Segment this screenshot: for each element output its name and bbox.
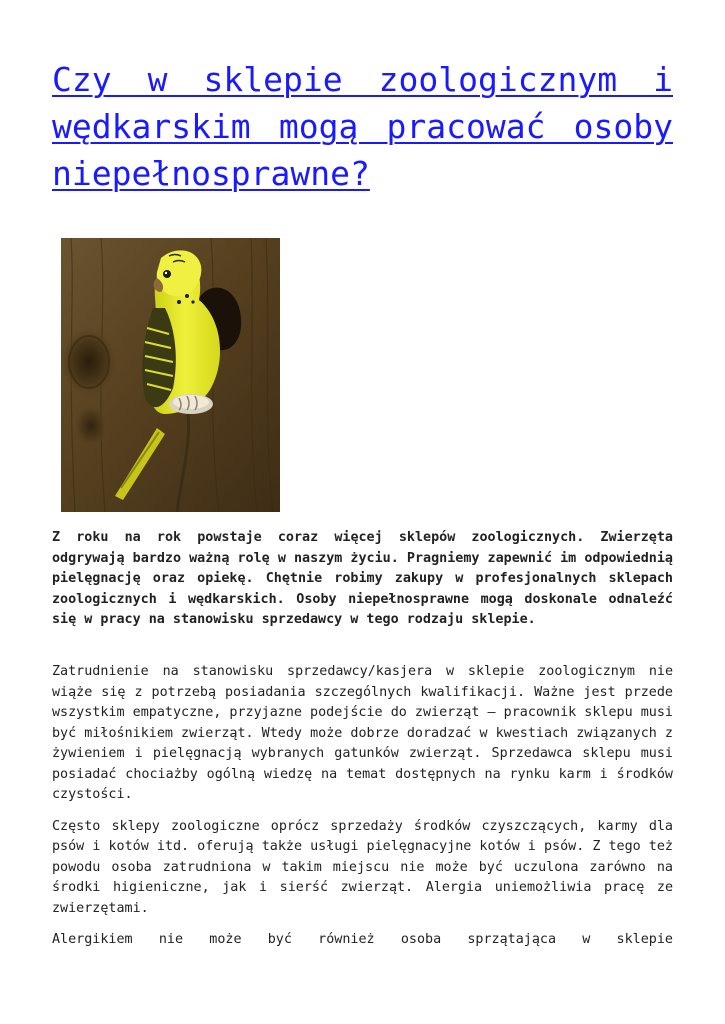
article-paragraph-1: Zatrudnienie na stanowisku sprzedawcy/kasjera w sklepie zoologicznym nie wiąże się z potrzebą posiadania szczególnych kwalifikacji. Ważne jest przede wszystkim empatyczne, przyjazne podejście do zwierząt – pracownik sklepu musi być miłośnikiem zwierząt. Wtedy może dobrze doradzać w kwestiach związanych z żywieniem i pielęgnacją wybranych gatunków zwierząt. Sprzedawca sklepu musi posiadać chociażby ogólną wiedzę na temat dostępnych na rynku karm i środków czystości. <box>52 664 673 802</box>
article-paragraph-2: Często sklepy zoologiczne oprócz sprzedaży środków czyszczących, karmy dla psów i kotów itd. oferują także usługi pielęgnacyjne kotów i psów. Z tego też powodu osoba zatrudniona w takim miejscu nie może być uczulona zarówno na środki higieniczne, jak i sierść zwierząt. Alergia uniemożliwia pracę ze zwierzętami. <box>52 818 673 916</box>
article-lead: Z roku na rok powstaje coraz więcej sklepów zoologicznych. Zwierzęta odgrywają bardzo ważną rolę w naszym życiu. Pragniemy zapewnić im odpowiednią pielęgnację oraz opiekę. Chętnie robimy zakupy w profesjonalnych sklepach zoologicznych i wędkarskich. Osoby niepełnosprawne mogą doskonale odnaleźć się w pracy na stanowisku sprzedawcy w tego rodzaju sklepie. <box>52 530 673 627</box>
article-paragraph-3: Alergikiem nie może być również osoba sprzątająca w sklepie <box>52 932 673 947</box>
budgie-image <box>61 238 280 512</box>
article-title-link[interactable]: Czy w sklepie zoologicznym i wędkarskim mogą pracować osoby niepełnosprawne? <box>52 60 673 193</box>
article <box>52 56 673 947</box>
article-title <box>52 56 673 197</box>
article-body <box>52 662 673 951</box>
